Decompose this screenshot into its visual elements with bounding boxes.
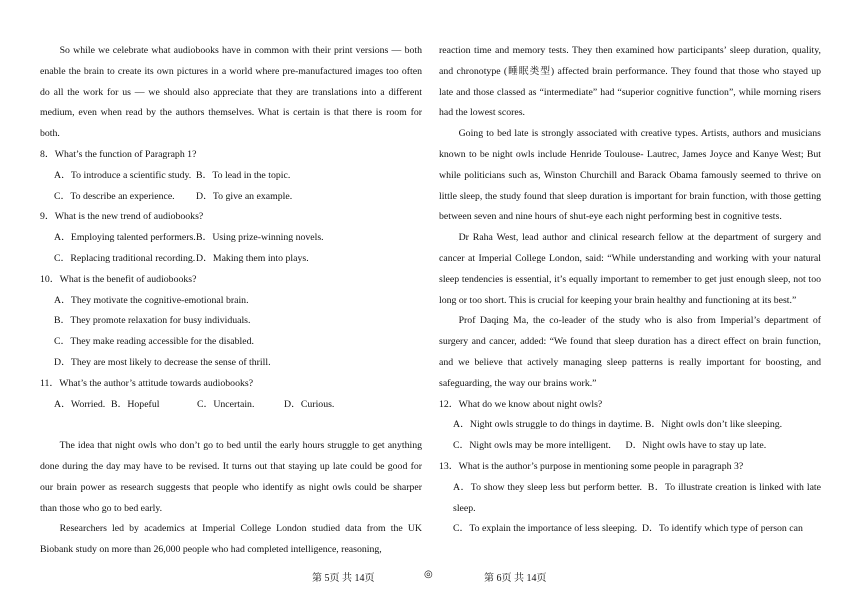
binding-mark-icon: ◎ — [424, 569, 433, 580]
q8-option-c: C．To describe an experience. — [54, 190, 175, 202]
paragraph-researchers-start: Researchers led by academics at Imperial College London studied data from the UK Biobank study on more than 26,000 people who had completed intelligence, reasoning, — [40, 523, 422, 556]
question-12: 12．What do we know about night owls? — [439, 398, 603, 410]
paragraph-daqing-ma: Prof Daqing Ma, the co-leader of the study who is also from Imperial’s department of surgery and cancer, added: “We found that sleep duration has a direct effect on brain function, and we believe that actively managing sleep patterns is really important for boosting, and safeguarding, the way our brains work.” — [439, 315, 821, 389]
paragraph-creative-types: Going to bed late is strongly associated with creative types. Artists, authors and musicians known to be night owls include Henride Toulouse- Lautrec, James Joyce and Kanye West; But while politicians such as, Winston Churchill and Barack Obama famously seemed to thrive on little sleep, the study found that sleep duration is important for brain function, with those getting between seven and nine hours of shut-eye each night performing best in cognitive tests. — [439, 128, 821, 223]
question-8: 8．What’s the function of Paragraph 1? — [40, 148, 197, 160]
left-page-number: 第 5页 共 14页 — [312, 573, 375, 584]
q10-option-c: C．They make reading accessible for the disabled. — [54, 336, 254, 348]
q9-option-c: C．Replacing traditional recording. — [54, 252, 196, 264]
q11-option-d: D．Curious. — [284, 398, 335, 410]
q9-option-b: B．Using prize-winning novels. — [196, 232, 324, 244]
q8-option-d: D．To give an example. — [196, 190, 293, 202]
q13-options-ab: A．To show they sleep less but perform better. B．To illustrate creation is linked with late sleep. — [453, 481, 824, 514]
q12-options-cd: C．Night owls may be more intelligent. D．Night owls have to stay up late. — [453, 440, 767, 452]
right-column — [439, 41, 824, 540]
q8-option-b: B．To lead in the topic. — [196, 169, 291, 181]
q8-option-a: A．To introduce a scientific study. — [54, 169, 192, 181]
question-11-options — [40, 395, 422, 416]
q12-options-ab: A．Night owls struggle to do things in daytime. B．Night owls don’t like sleeping. — [453, 419, 783, 431]
question-9: 9．What is the new trend of audiobooks? — [40, 211, 204, 223]
question-13: 13．What is the author’s purpose in mentioning some people in paragraph 3? — [439, 460, 744, 472]
q10-option-a: A．They motivate the cognitive-emotional brain. — [54, 294, 249, 306]
q10-option-d: D．They are most likely to decrease the sense of thrill. — [54, 356, 271, 368]
paragraph-audiobooks-conclusion: So while we celebrate what audiobooks have in common with their print versions — both enable the brain to create its own pictures in a world where pre-manufactured images too often do all the work for us — we should also appreciate that they are translations into a different medium, even when read by the authors themselves. What is certain is that there is room for both. — [40, 45, 422, 140]
q13-options-cd: C．To explain the importance of less sleeping. D．To identify which type of person can — [453, 523, 803, 535]
q9-option-a: A．Employing talented performers. — [54, 232, 196, 244]
left-column — [40, 41, 422, 561]
paragraph-raha-west: Dr Raha West, lead author and clinical research fellow at the department of surgery and cancer at Imperial College London, said: “While understanding and working with your natural sleep tendencies is essential, it’s equally important to remember to get just enough sleep, not too long or too short. This is crucial for keeping your brain healthy and functioning at its best.” — [439, 232, 821, 306]
question-9-options-cd — [40, 249, 422, 270]
paragraph-researchers-end: reaction time and memory tests. They then examined how participants’ sleep duration, quality, and chronotype (睡眠类型) affected brain performance. They found that those who stayed up late and those classed as “intermediate” had “superior cognitive function”, while morning risers had the lowest scores. — [439, 45, 821, 119]
paragraph-night-owls-intro: The idea that night owls who don’t go to bed until the early hours struggle to get anything done during the day may have to be revised. It turns out that staying up late could be good for our brain power as research suggests that people who identify as night owls could be sharper than those who go to bed early. — [40, 440, 422, 514]
question-10: 10．What is the benefit of audiobooks? — [40, 273, 197, 285]
question-8-options-ab — [40, 166, 422, 187]
right-page-number: 第 6页 共 14页 — [484, 573, 547, 584]
q11-option-c: C．Uncertain. — [197, 398, 255, 410]
question-9-options-ab — [40, 228, 422, 249]
q11-option-b: B．Hopeful — [111, 398, 160, 410]
q10-option-b: B．They promote relaxation for busy individuals. — [54, 315, 251, 327]
question-8-options-cd — [40, 187, 422, 208]
q11-option-a: A．Worried. — [54, 398, 106, 410]
q9-option-d: D．Making them into plays. — [196, 252, 309, 264]
section-gap — [40, 415, 422, 436]
question-11: 11．What’s the author’s attitude towards audiobooks? — [40, 377, 254, 389]
